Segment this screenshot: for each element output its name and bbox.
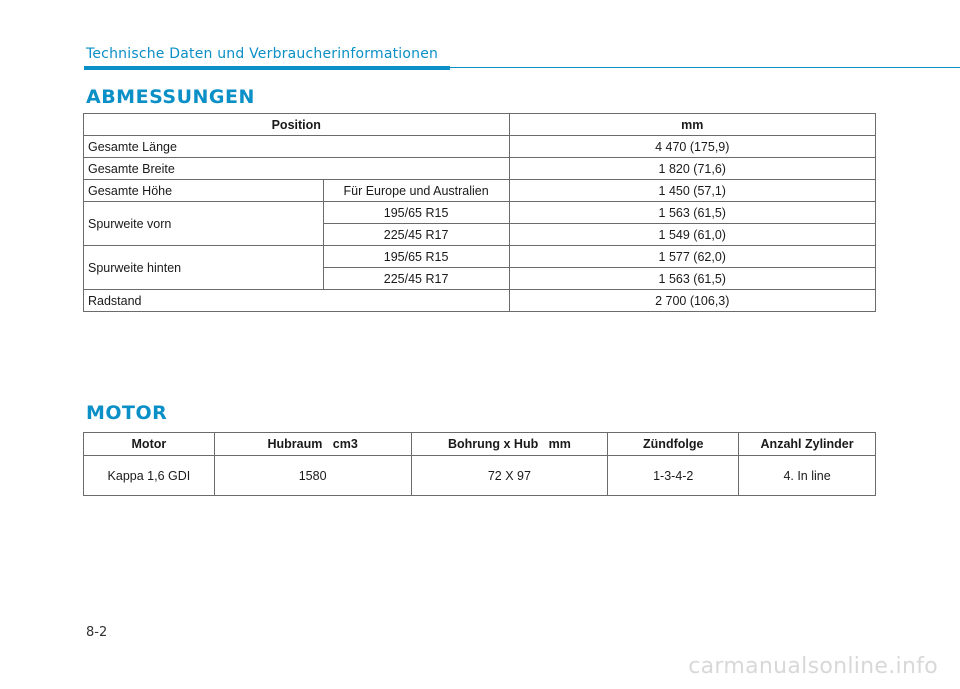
header-cylinders: Anzahl Zylinder bbox=[739, 433, 876, 456]
table-header-row bbox=[84, 433, 876, 456]
table-row bbox=[84, 290, 876, 312]
header-mm: mm bbox=[509, 114, 876, 136]
table-row bbox=[84, 456, 876, 496]
row-sub: 195/65 R15 bbox=[323, 246, 509, 268]
row-sub: Für Europe und Australien bbox=[323, 180, 509, 202]
table-row bbox=[84, 136, 876, 158]
dimensions-section-title: ABMESSUNGEN bbox=[86, 86, 255, 108]
header-title: Technische Daten und Verbraucherinformationen bbox=[86, 46, 439, 62]
watermark: carmanualsonline.info bbox=[688, 654, 938, 679]
table-row bbox=[84, 158, 876, 180]
row-label: Gesamte Höhe bbox=[84, 180, 324, 202]
row-value: 1 820 (71,6) bbox=[509, 158, 876, 180]
row-value: 2 700 (106,3) bbox=[509, 290, 876, 312]
table-row bbox=[84, 180, 876, 202]
header-rule bbox=[450, 67, 960, 68]
row-label: Spurweite vorn bbox=[84, 202, 324, 246]
table-header-row bbox=[84, 114, 876, 136]
row-value: 1 563 (61,5) bbox=[509, 202, 876, 224]
row-sub: 225/45 R17 bbox=[323, 224, 509, 246]
row-sub: 195/65 R15 bbox=[323, 202, 509, 224]
header-displacement: Hubraum cm3 bbox=[214, 433, 411, 456]
row-label: Spurweite hinten bbox=[84, 246, 324, 290]
row-value: 1 549 (61,0) bbox=[509, 224, 876, 246]
table-row bbox=[84, 246, 876, 268]
cell-bore-stroke: 72 X 97 bbox=[411, 456, 608, 496]
row-value: 1 450 (57,1) bbox=[509, 180, 876, 202]
dimensions-table bbox=[83, 113, 876, 312]
cell-motor: Kappa 1,6 GDI bbox=[84, 456, 215, 496]
motor-table bbox=[83, 432, 876, 496]
row-value: 4 470 (175,9) bbox=[509, 136, 876, 158]
cell-firing-order: 1-3-4-2 bbox=[608, 456, 739, 496]
row-label: Radstand bbox=[84, 290, 510, 312]
row-label: Gesamte Breite bbox=[84, 158, 510, 180]
page-number: 8-2 bbox=[86, 625, 108, 640]
header-motor: Motor bbox=[84, 433, 215, 456]
row-value: 1 563 (61,5) bbox=[509, 268, 876, 290]
motor-section-title: MOTOR bbox=[86, 402, 168, 424]
header-position: Position bbox=[84, 114, 510, 136]
header-bore-stroke: Bohrung x Hub mm bbox=[411, 433, 608, 456]
cell-displacement: 1580 bbox=[214, 456, 411, 496]
table-row bbox=[84, 202, 876, 224]
row-value: 1 577 (62,0) bbox=[509, 246, 876, 268]
header-firing-order: Zündfolge bbox=[608, 433, 739, 456]
cell-cylinders: 4. In line bbox=[739, 456, 876, 496]
header-accent-bar bbox=[84, 66, 450, 70]
row-sub: 225/45 R17 bbox=[323, 268, 509, 290]
row-label: Gesamte Länge bbox=[84, 136, 510, 158]
